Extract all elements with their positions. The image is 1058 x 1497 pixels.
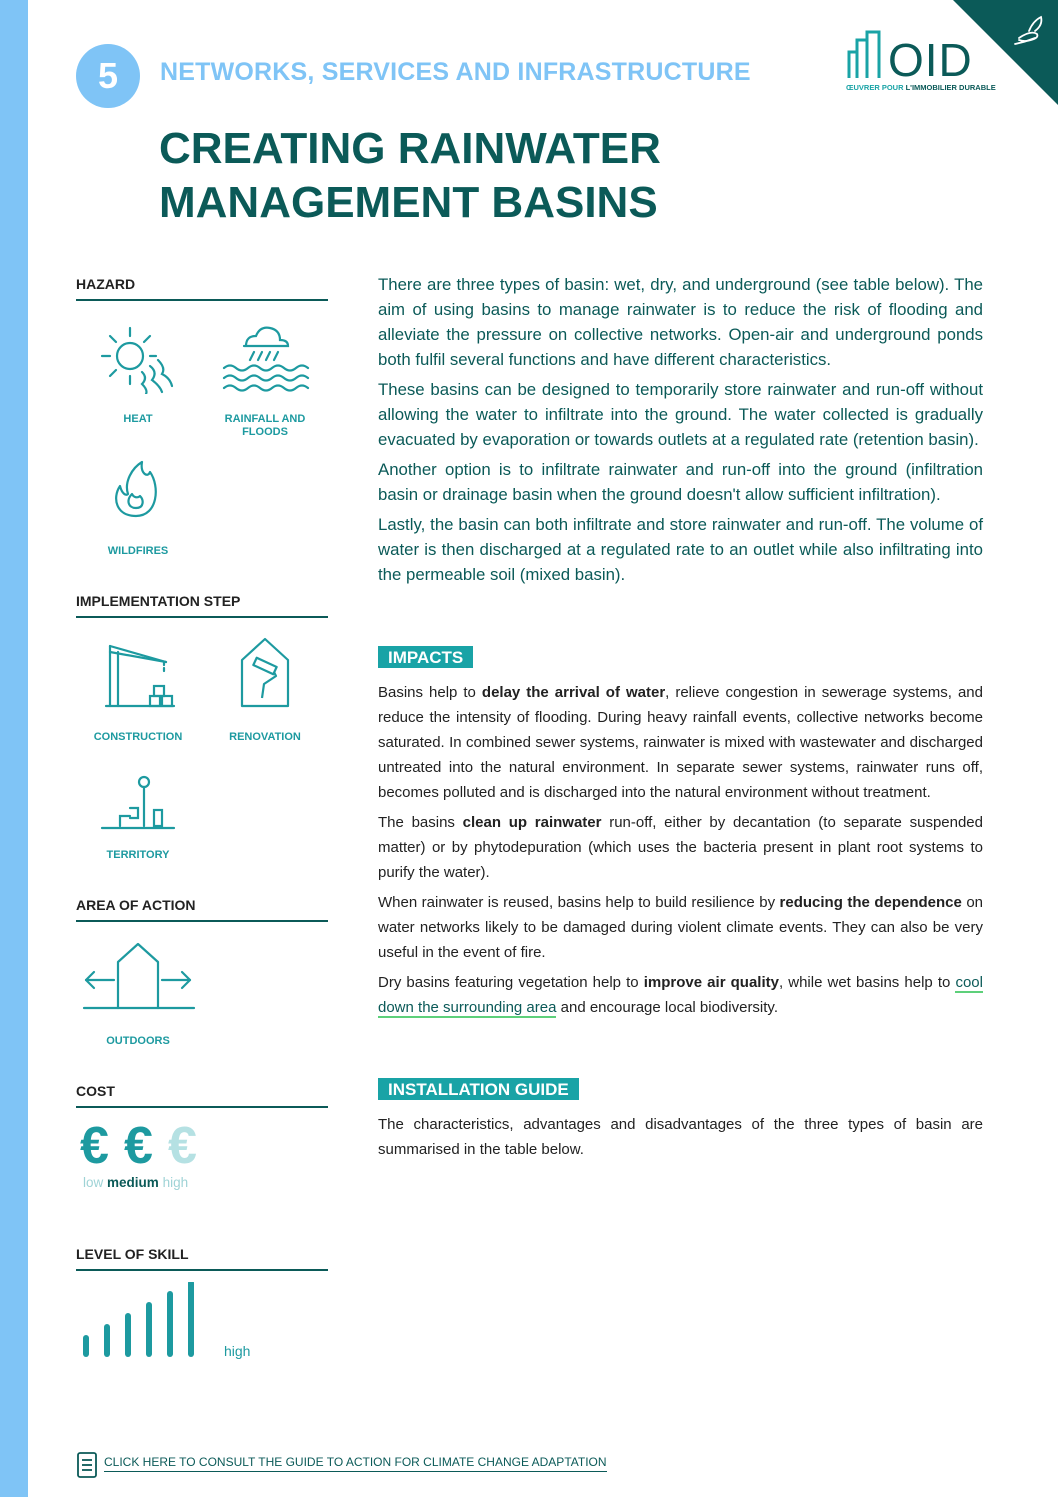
paint-roller-house-icon xyxy=(238,636,292,710)
hazard-label-wildfires: WILDFIRES xyxy=(107,545,169,557)
document-icon[interactable] xyxy=(76,1450,98,1480)
cost-euro-2-icon: € xyxy=(124,1117,153,1175)
page-title-line-1: CREATING RAINWATER xyxy=(159,124,661,173)
impacts-heading: IMPACTS xyxy=(378,646,473,668)
cost-euro-1-icon: € xyxy=(80,1117,109,1175)
hazard-heading: HAZARD xyxy=(76,276,328,301)
impacts-paragraph-1: Basins help to delay the arrival of water, relieve congestion in sewerage systems, and reduce the intensity of flooding. During heavy rainfall events, collective networks become saturated. In combined sewer systems, rainwater is mixed with wastewater and discharged untreated into the natural environment. In separate sewer systems, rainwater runs off, becomes polluted and is discharged into the natural environment without treatment. xyxy=(378,684,983,801)
cost-heading: COST xyxy=(76,1083,328,1108)
flame-icon xyxy=(108,458,164,520)
guide-link[interactable]: CLICK HERE TO CONSULT THE GUIDE TO ACTION FOR CLIMATE CHANGE ADAPTATION xyxy=(104,1455,607,1472)
cost-scale-labels xyxy=(83,1175,188,1190)
crane-icon xyxy=(104,642,176,710)
page-title xyxy=(159,122,799,230)
cost-label-low: low xyxy=(83,1175,104,1190)
cost-euro-3-icon: € xyxy=(168,1117,197,1175)
intro-paragraph-1: There are three types of basin: wet, dry, and underground (see table below). The aim of using basins to manage rainwater is to reduce the risk of flooding and alleviate the pressure on collective networks. Open-air and underground ponds both fulfil several functions and have different characteristics. xyxy=(378,275,983,369)
intro-paragraph-4: Lastly, the basin can both infiltrate and store rainwater and run-off. The volume of water is then discharged at a regulated rate to an outlet while also infiltrating into the permeable soil (mixed basin). xyxy=(378,515,983,584)
impacts-paragraph-4: Dry basins featuring vegetation help to improve air quality, while wet basins help to cool down the surrounding area and encourage local biodiversity. xyxy=(378,974,983,1016)
cool-down-link[interactable]: cool down the surrounding area xyxy=(378,974,983,1016)
logo-tagline: ŒUVRER POUR L'IMMOBILIER DURABLE xyxy=(846,83,996,92)
step-label-construction: CONSTRUCTION xyxy=(93,731,183,743)
installation-heading: INSTALLATION GUIDE xyxy=(378,1078,579,1100)
installation-text xyxy=(378,1112,983,1167)
intro-paragraph-2: These basins can be designed to temporarily store rainwater and run-off without allowing the water to infiltrate into the ground. The water collected is gradually evacuated by evaporation or towards outlets at a regulated rate (retention basin). xyxy=(378,380,983,449)
logo-wordmark: OID xyxy=(888,34,973,86)
step-label-renovation: RENOVATION xyxy=(229,731,301,743)
chapter-number-badge: 5 xyxy=(76,44,140,108)
skill-level-bars xyxy=(78,1282,208,1360)
impacts-paragraph-3: When rainwater is reused, basins help to build resilience by reducing the dependence on water networks likely to be damaged during violent climate events. They can also be very useful in the event of fire. xyxy=(378,894,984,961)
step-label-territory: TERRITORY xyxy=(106,849,170,861)
page-title-line-2: MANAGEMENT BASINS xyxy=(159,178,658,227)
intro-paragraph-3: Another option is to infiltrate rainwater and run-off into the ground (infiltration basin or drainage basin when the ground doesn't allow sufficient infiltration). xyxy=(378,460,983,504)
intro-text xyxy=(378,272,983,592)
skill-heading: LEVEL OF SKILL xyxy=(76,1246,328,1271)
sun-heat-icon xyxy=(98,322,178,394)
installation-paragraph: The characteristics, advantages and disadvantages of the three types of basin are summarised in the table below. xyxy=(378,1116,983,1158)
area-label-outdoors: OUTDOORS xyxy=(106,1035,170,1047)
left-accent-bar xyxy=(0,0,28,1497)
hazard-label-rainfall: RAINFALL AND FLOODS xyxy=(224,413,306,438)
cost-label-high: high xyxy=(162,1175,189,1190)
implementation-heading: IMPLEMENTATION STEP xyxy=(76,593,328,618)
rain-cloud-waves-icon xyxy=(222,322,310,394)
impacts-paragraph-2: The basins clean up rainwater run-off, either by decantation (to separate suspended matter) or by phytodepuration (which uses the bacteria present in plant root systems to purify the water). xyxy=(378,814,983,881)
area-heading: AREA OF ACTION xyxy=(76,897,328,922)
cost-label-medium: medium xyxy=(107,1175,159,1190)
house-arrows-outdoors-icon xyxy=(82,942,196,1012)
chapter-title: NETWORKS, SERVICES AND INFRASTRUCTURE xyxy=(160,58,751,86)
impacts-text xyxy=(378,680,983,1025)
skill-level-label: high xyxy=(224,1343,251,1359)
hazard-label-heat: HEAT xyxy=(123,413,153,425)
cost-symbols xyxy=(80,1118,212,1174)
street-lamp-icon xyxy=(100,774,176,832)
